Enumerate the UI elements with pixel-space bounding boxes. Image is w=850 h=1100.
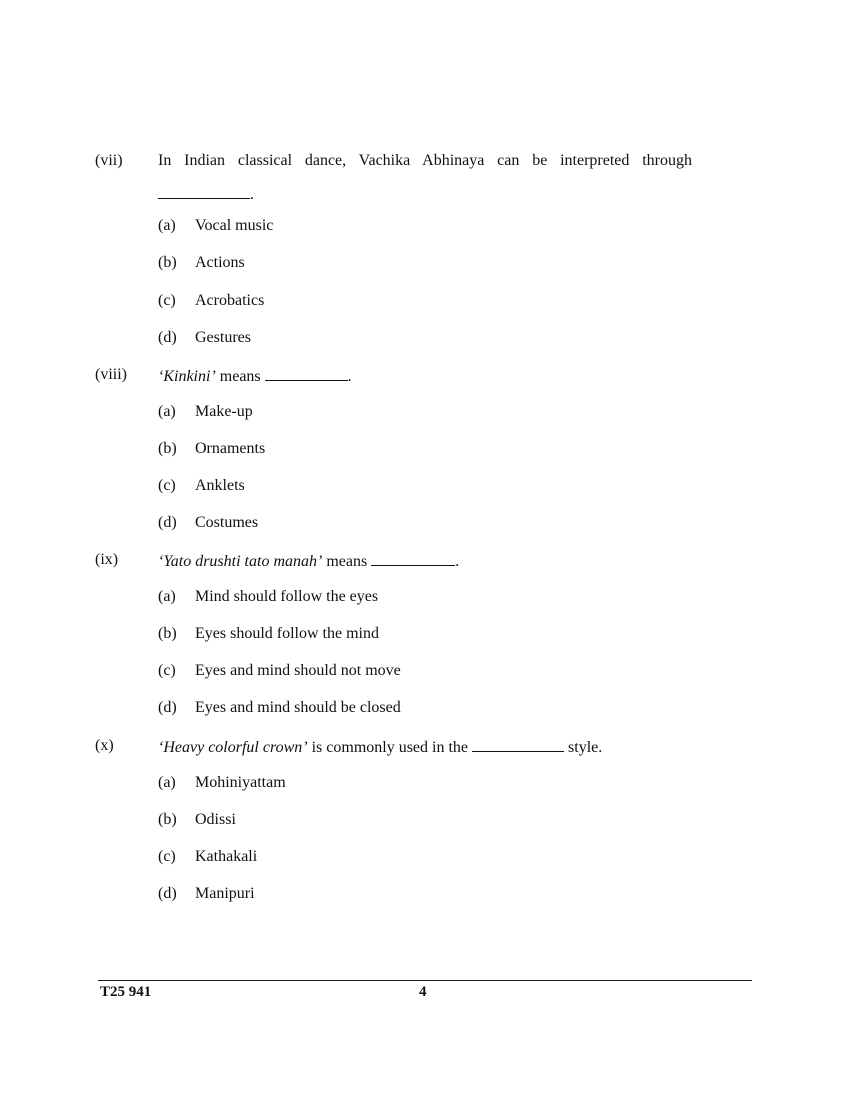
option-text: Eyes and mind should be closed: [195, 699, 401, 716]
option-label: (a): [158, 403, 176, 420]
question-stem: [158, 551, 459, 571]
option-text: Mohiniyattam: [195, 774, 286, 791]
answer-blank: [472, 737, 564, 752]
stem-italic-term: ‘Kinkini’: [158, 368, 216, 385]
stem-text: is commonly used in the: [307, 739, 473, 756]
option-label: (a): [158, 774, 176, 791]
paper-code: T25 941: [100, 984, 152, 1000]
question-stem-continuation: [158, 184, 254, 204]
footer-divider: [98, 980, 752, 981]
stem-text: means: [215, 368, 265, 385]
question-number: (viii): [95, 366, 127, 383]
option-label: (c): [158, 292, 176, 309]
option-text: Gestures: [195, 329, 251, 346]
option-label: (d): [158, 885, 177, 902]
option-text: Ornaments: [195, 440, 266, 457]
option-label: (d): [158, 329, 177, 346]
option-text: Acrobatics: [195, 292, 265, 309]
option-label: (d): [158, 699, 177, 716]
question-number: (vii): [95, 152, 123, 169]
stem-tail: .: [250, 186, 254, 203]
page-number: 4: [419, 984, 427, 1000]
question-stem: [158, 737, 602, 757]
option-text: Manipuri: [195, 885, 255, 902]
option-label: (c): [158, 662, 176, 679]
stem-italic-term: ‘Heavy colorful crown’: [158, 739, 308, 756]
option-text: Anklets: [195, 477, 245, 494]
stem-tail: style.: [564, 739, 603, 756]
option-text: Eyes and mind should not move: [195, 662, 401, 679]
option-label: (a): [158, 588, 176, 605]
option-text: Vocal music: [195, 217, 274, 234]
option-text: Odissi: [195, 811, 236, 828]
stem-text: means: [322, 553, 372, 570]
question-number: (x): [95, 737, 114, 754]
option-text: Kathakali: [195, 848, 258, 865]
option-label: (d): [158, 514, 177, 531]
option-text: Eyes should follow the mind: [195, 625, 379, 642]
option-label: (a): [158, 217, 176, 234]
option-label: (b): [158, 625, 177, 642]
answer-blank: [158, 184, 250, 199]
stem-italic-term: ‘Yato drushti tato manah’: [158, 553, 323, 570]
option-label: (c): [158, 477, 176, 494]
option-label: (b): [158, 254, 177, 271]
question-stem: [158, 366, 352, 386]
stem-tail: .: [455, 553, 460, 570]
option-label: (c): [158, 848, 176, 865]
option-text: Costumes: [195, 514, 259, 531]
answer-blank: [265, 366, 348, 381]
option-text: Mind should follow the eyes: [195, 588, 379, 605]
option-label: (b): [158, 811, 177, 828]
question-stem: In Indian classical dance, Vachika Abhinaya can be interpreted through: [158, 152, 692, 169]
option-label: (b): [158, 440, 177, 457]
option-text: Actions: [195, 254, 245, 271]
answer-blank: [371, 551, 455, 566]
stem-tail: .: [347, 368, 352, 385]
option-text: Make-up: [195, 403, 253, 420]
question-number: (ix): [95, 551, 119, 568]
